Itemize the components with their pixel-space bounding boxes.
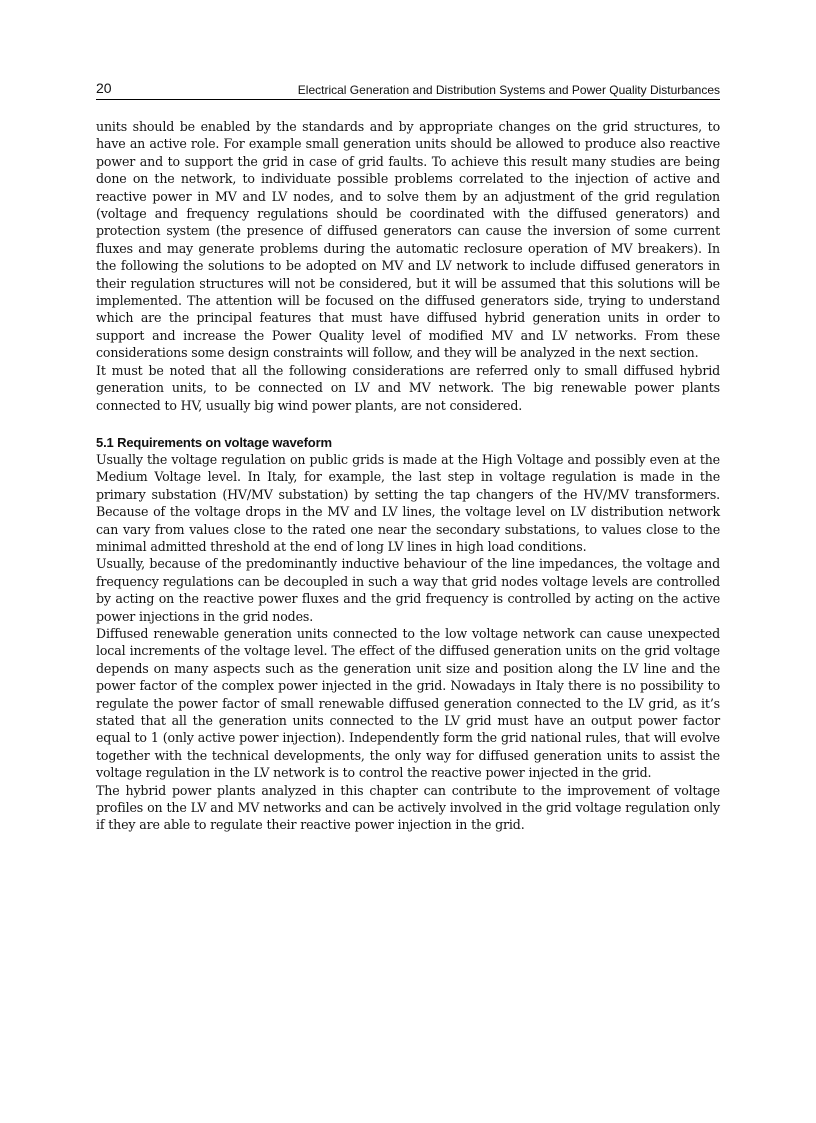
page-number: 20 [96,80,112,96]
section-paragraph-1: Usually the voltage regulation on public grids is made at the High Voltage and possibly even at the Medium Voltage level. In Italy, for example, the last step in voltage regulation is made in the primary substation (HV/MV substation) by setting the tap changers of the HV/MV transformers. Because of the voltage drops in the MV and LV lines, the voltage level on LV distribution network can vary from values close to the rated one near the secondary substations, to values close to the minimal admitted threshold at the end of long LV lines in high load conditions. [96,451,720,554]
section-paragraph-4: The hybrid power plants analyzed in this chapter can contribute to the improvement of voltage profiles on the LV and MV networks and can be actively involved in the grid voltage regulation only if they are able to regulate their reactive power injection in the grid. [96,782,720,833]
running-title: Electrical Generation and Distribution Systems and Power Quality Disturbances [297,83,720,97]
page-header [96,80,720,100]
paragraph-intro-1: units should be enabled by the standards and by appropriate changes on the grid structures, to have an active role. For example small generation units should be allowed to produce also reactive power and to support the grid in case of grid faults. To achieve this result many studies are being done on the network, to individuate possible problems correlated to the injection of active and reactive power in MV and LV nodes, and to solve them by an adjustment of the grid regulation (voltage and frequency regulations should be coordinated with the diffused generators) and protection system (the presence of diffused generators can cause the inversion of some current fluxes and may generate problems during the automatic reclosure operation of MV breakers). In the following the solutions to be adopted on MV and LV network to include diffused generators in their regulation structures will not be considered, but it will be assumed that this solutions will be implemented. The attention will be focused on the diffused generators side, trying to understand which are the principal features that must have diffused hybrid generation units in order to support and increase the Power Quality level of modified MV and LV networks. From these considerations some design constraints will follow, and they will be analyzed in the next section. [96,119,720,361]
section-heading: 5.1 Requirements on voltage waveform [96,434,332,450]
section-paragraph-3: Diffused renewable generation units connected to the low voltage network can cause unexpected local increments of the voltage level. The effect of the diffused generation units on the grid voltage depends on many aspects such as the generation unit size and position along the LV line and the power factor of the complex power injected in the grid. Nowadays in Italy there is no possibility to regulate the power factor of small renewable diffused generation connected to the LV grid, as it’s stated that all the generation units connected to the LV grid must have an output power factor equal to 1 (only active power injection). Independently form the grid national rules, that will evolve together with the technical developments, the only way for diffused generation units to assist the voltage regulation in the LV network is to control the reactive power injected in the grid. [96,625,720,781]
page-body [96,118,720,834]
paragraph-intro-2: It must be noted that all the following considerations are referred only to small diffused hybrid generation units, to be connected on LV and MV network. The big renewable power plants connected to HV, usually big wind power plants, are not considered. [96,362,720,413]
section-paragraph-2: Usually, because of the predominantly inductive behaviour of the line impedances, the voltage and frequency regulations can be decoupled in such a way that grid nodes voltage levels are controlled by acting on the reactive power fluxes and the grid frequency is controlled by acting on the active power injections in the grid nodes. [96,556,720,624]
